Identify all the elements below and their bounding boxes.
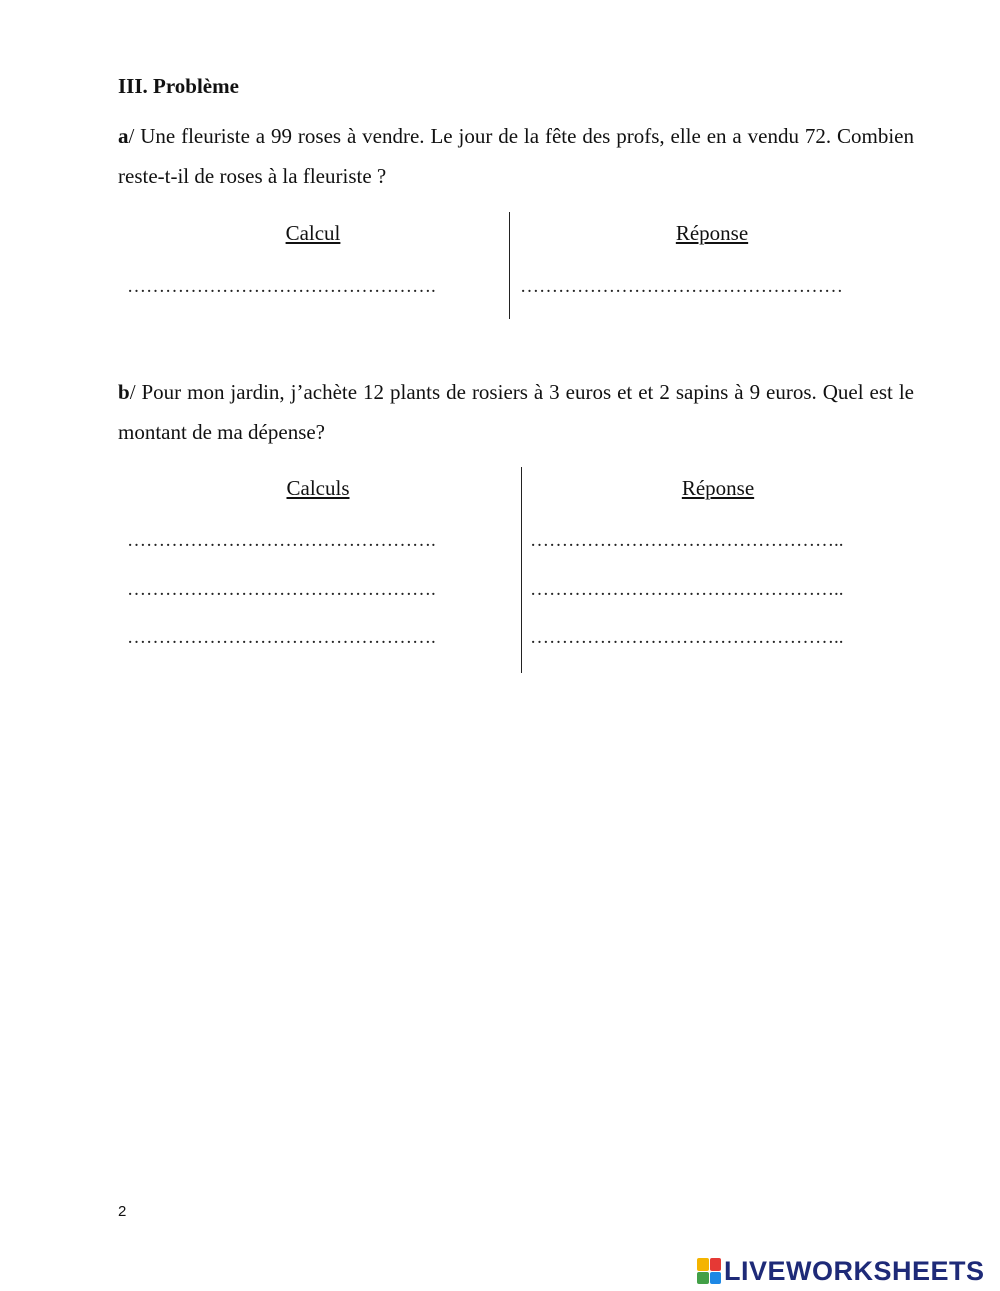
problem-a-calc-line[interactable]: …………………………………………. <box>127 276 436 297</box>
liveworksheets-brand: LIVEWORKSHEETS <box>724 1255 985 1286</box>
problem-b-answer-line[interactable]: ………………………………………….. <box>530 530 844 551</box>
problem-b-label: b <box>118 380 130 404</box>
problem-b-divider <box>521 467 522 673</box>
problem-a-label: a <box>118 124 129 148</box>
liveworksheets-logo[interactable] <box>697 1255 985 1287</box>
problem-a-calc-heading: Calcul <box>285 221 341 245</box>
problem-b-answer-line[interactable]: ………………………………………….. <box>530 627 844 648</box>
problem-b-answer-line[interactable]: ………………………………………….. <box>530 579 844 600</box>
problem-a-divider <box>509 212 510 319</box>
liveworksheets-logo-icon <box>697 1258 721 1284</box>
page-number: 2 <box>118 1203 127 1220</box>
problem-a-answer-line[interactable]: …………………………………………… <box>520 276 843 297</box>
problem-a-text: / Une fleuriste a 99 roses à vendre. Le jour de la fête des profs, elle en a vendu 72. Combien reste-t-il de roses à la fleuriste ? <box>118 124 914 188</box>
problem-b-answer-heading: Réponse <box>681 476 755 500</box>
problem-b-calc-line[interactable]: …………………………………………. <box>127 530 436 551</box>
problem-b-calc-heading: Calculs <box>286 476 350 500</box>
problem-b-calc-line[interactable]: …………………………………………. <box>127 579 436 600</box>
problem-b-calc-line[interactable]: …………………………………………. <box>127 627 436 648</box>
problem-a-answer-heading: Réponse <box>675 221 749 245</box>
problem-b-text: / Pour mon jardin, j’achète 12 plants de rosiers à 3 euros et et 2 sapins à 9 euros. Quel est le montant de ma dépense? <box>118 380 914 444</box>
problem-a-statement <box>118 116 914 196</box>
section-title: III. Problème <box>118 74 239 98</box>
problem-b-statement <box>118 372 914 452</box>
